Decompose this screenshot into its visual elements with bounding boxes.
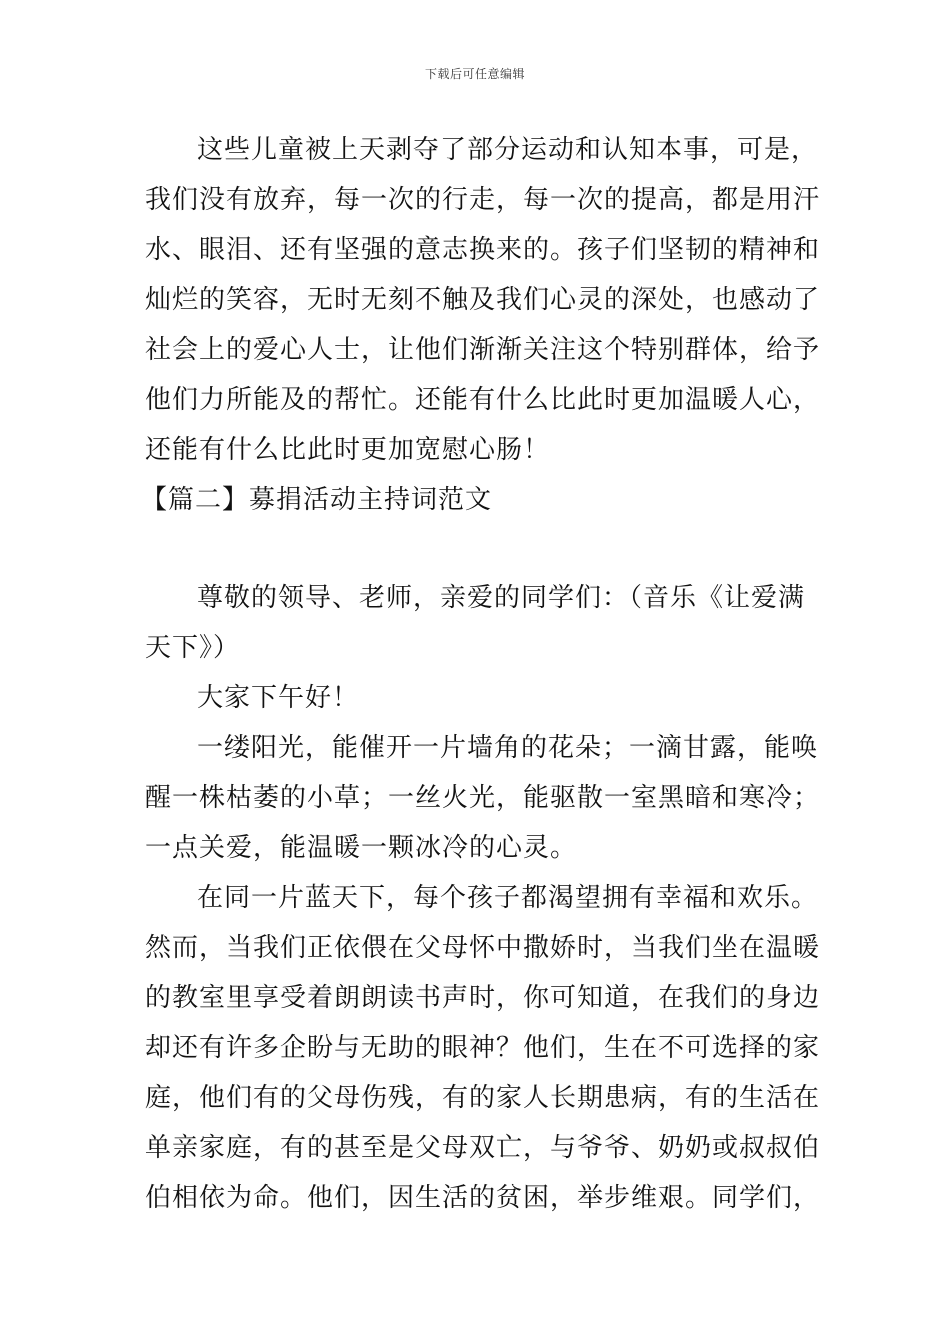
text-line: 庭，他们有的父母伤残，有的家人长期患病，有的生活在 bbox=[145, 1083, 821, 1113]
text-line: 水、眼泪、还有坚强的意志换来的。孩子们坚韧的精神和 bbox=[145, 235, 821, 265]
text-line: 的教室里享受着朗朗读书声时，你可知道，在我们的身边 bbox=[145, 983, 821, 1013]
text-line: 单亲家庭，有的甚至是父母双亡，与爷爷、奶奶或叔叔伯 bbox=[145, 1133, 821, 1163]
text-line: 我们没有放弃，每一次的行走，每一次的提高，都是用汗 bbox=[145, 185, 821, 215]
text-line: 大家下午好！ bbox=[197, 683, 360, 713]
text-line: 天下》） bbox=[145, 633, 241, 663]
section-heading: 【篇二】募捐活动主持词范文 bbox=[141, 485, 493, 515]
text-line: 还能有什么比此时更加宽慰心肠！ bbox=[145, 435, 551, 465]
text-line: 尊敬的领导、老师，亲爱的同学们：（音乐《让爱满 bbox=[197, 583, 806, 613]
text-line: 灿烂的笑容，无时无刻不触及我们心灵的深处，也感动了 bbox=[145, 285, 821, 315]
paragraph-section-2 bbox=[145, 573, 821, 1223]
paragraph-section-1 bbox=[141, 125, 821, 525]
text-line: 这些儿童被上天剥夺了部分运动和认知本事，可是， bbox=[197, 135, 819, 165]
text-line: 他们力所能及的帮忙。还能有什么比此时更加温暖人心， bbox=[145, 385, 821, 415]
page-header-note: 下载后可任意编辑 bbox=[424, 67, 525, 81]
text-line: 然而，当我们正依偎在父母怀中撒娇时，当我们坐在温暖 bbox=[145, 933, 821, 963]
text-line: 社会上的爱心人士，让他们渐渐关注这个特别群体，给予 bbox=[145, 335, 821, 365]
text-line: 醒一株枯萎的小草；一丝火光，能驱散一室黑暗和寒冷； bbox=[145, 783, 821, 813]
text-line: 伯相依为命。他们，因生活的贫困，举步维艰。同学们， bbox=[145, 1183, 821, 1213]
text-line: 一缕阳光，能催开一片墙角的花朵；一滴甘露，能唤 bbox=[197, 733, 819, 763]
text-line: 在同一片蓝天下，每个孩子都渴望拥有幸福和欢乐。 bbox=[197, 883, 819, 913]
text-line: 一点关爱，能温暖一颗冰冷的心灵。 bbox=[145, 833, 578, 863]
text-line: 却还有许多企盼与无助的眼神？他们，生在不可选择的家 bbox=[145, 1033, 821, 1063]
